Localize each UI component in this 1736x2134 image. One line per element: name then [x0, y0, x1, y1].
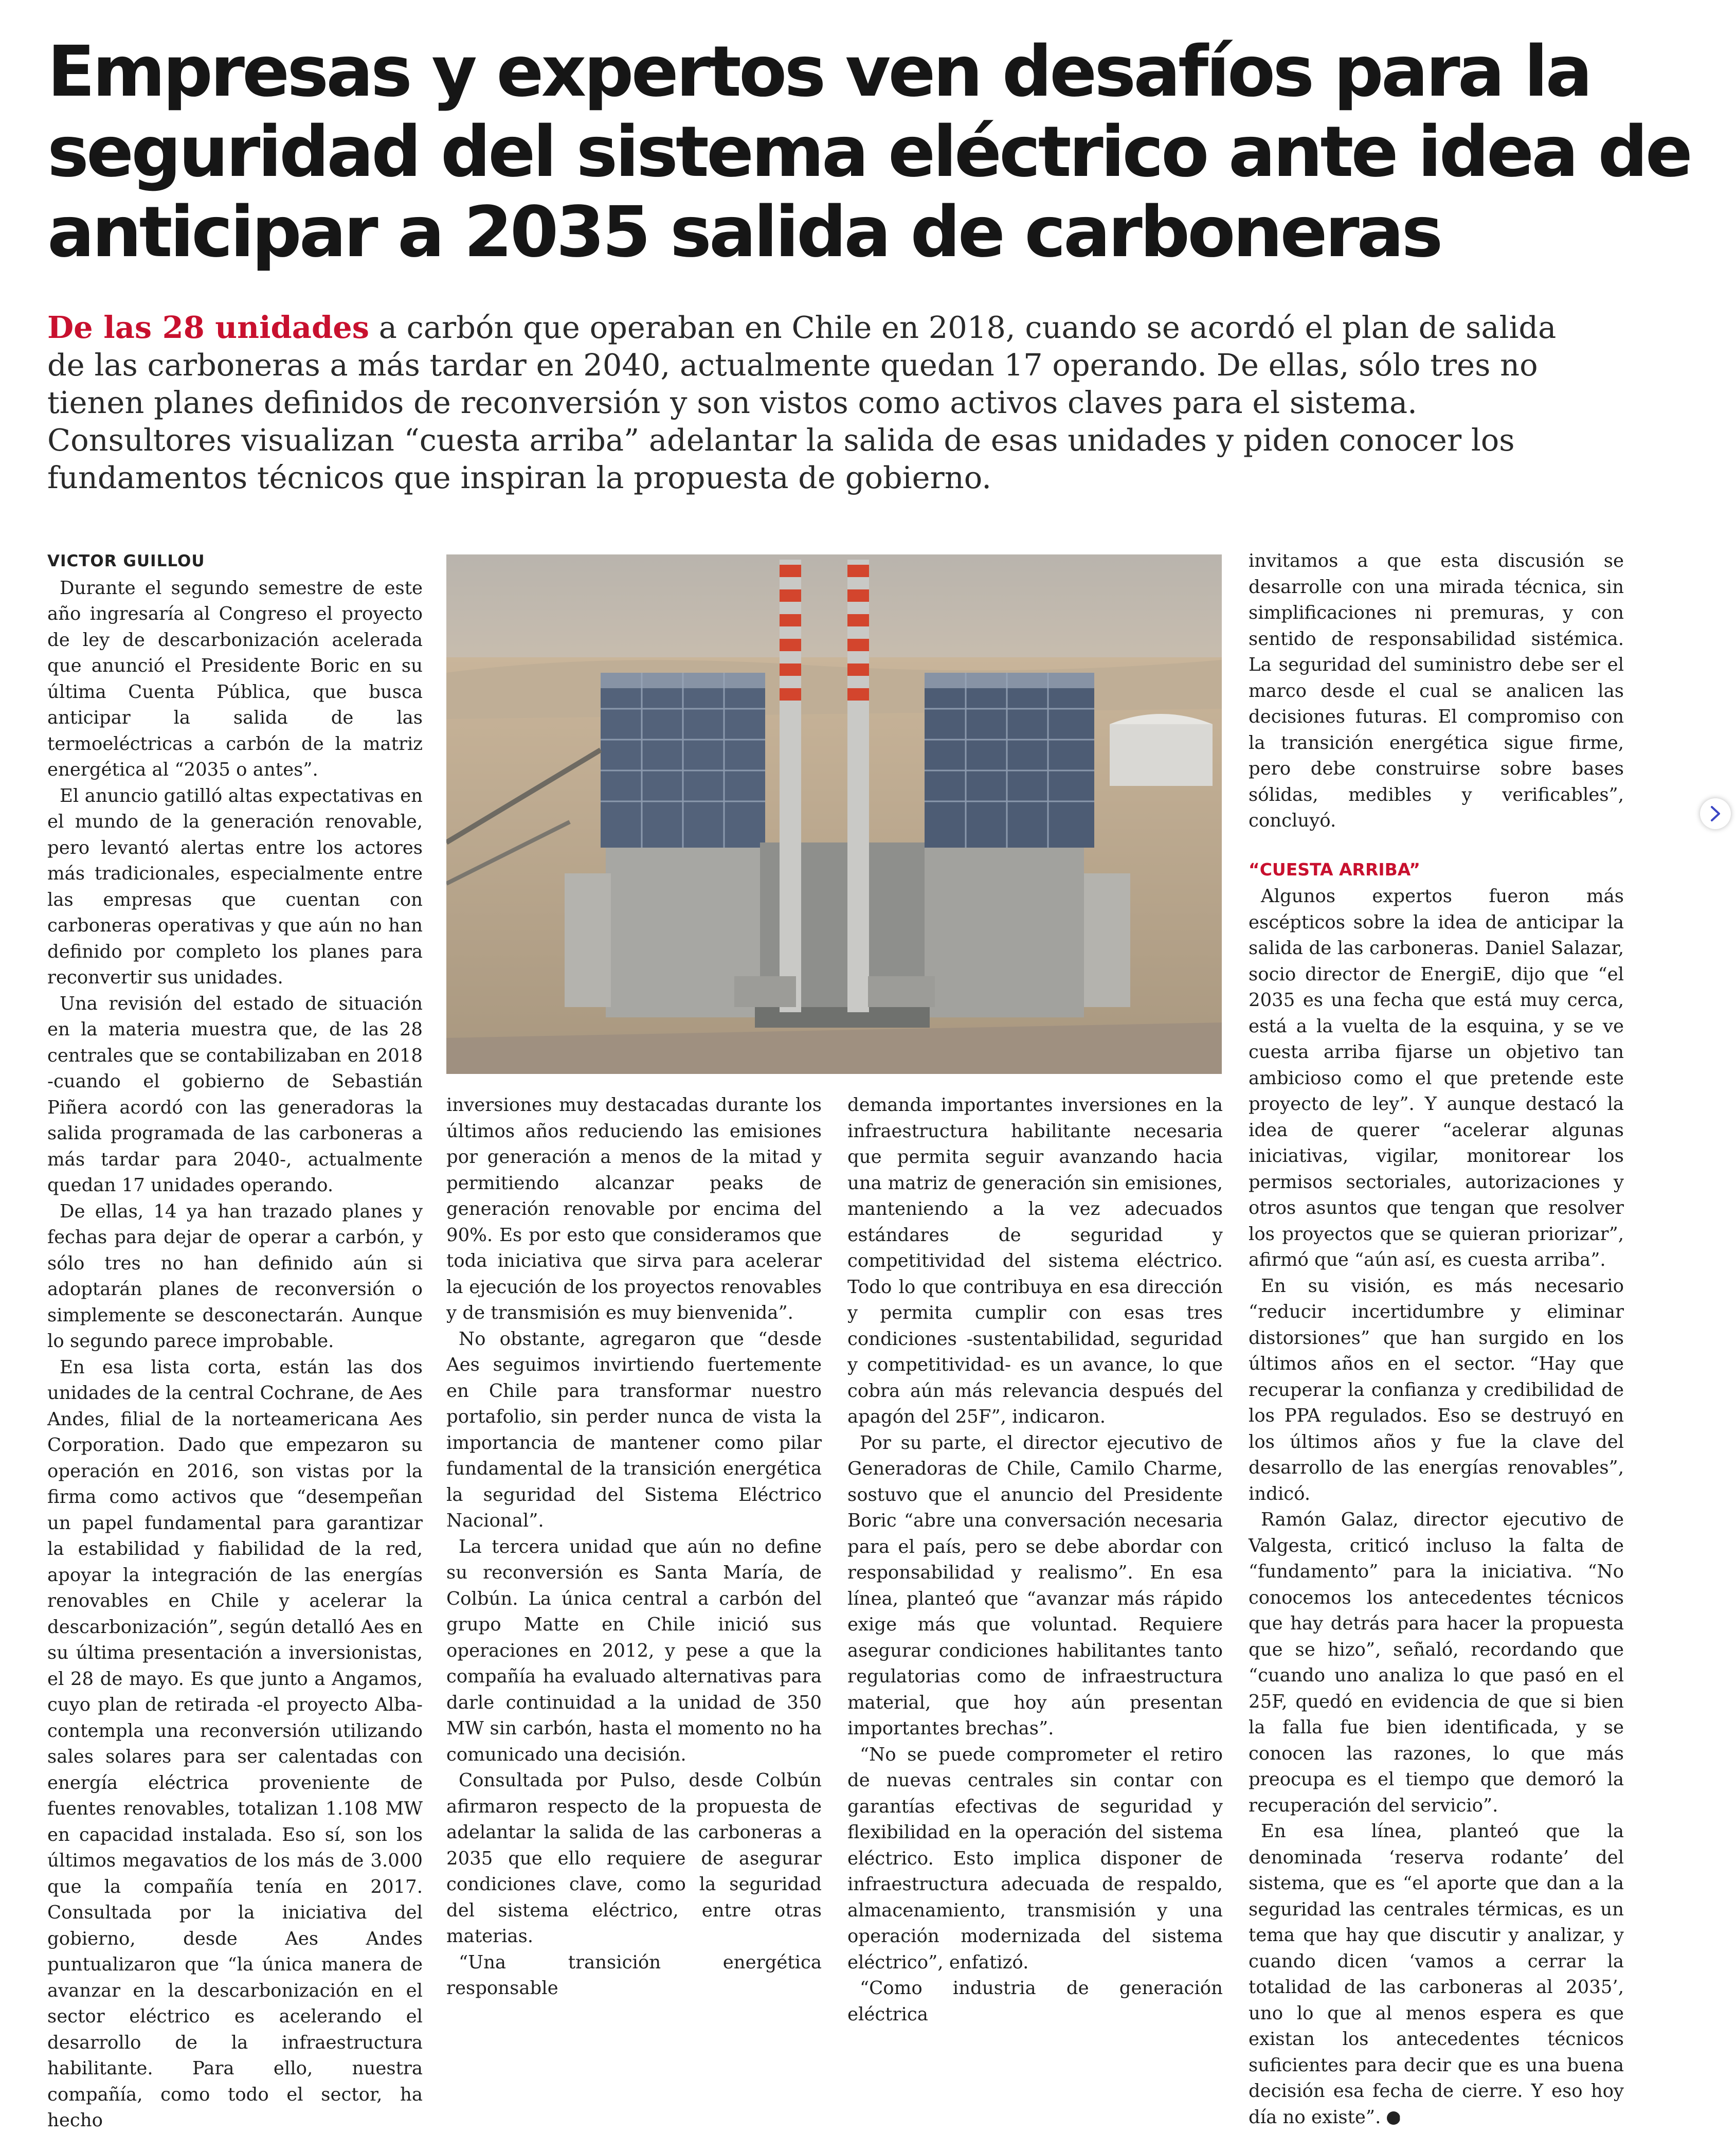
section-subhead: “CUESTA ARRIBA”	[1249, 859, 1420, 880]
paragraph: En esa lista corta, están las dos unidades de la central Cochrane, de Aes Andes, filial de la norteamericana Aes Corporation. Dado que empezaron su operación en 2016, son vistas por la firma como activos que “desempeñan un papel fundamental para garantizar la estabilidad y fiabilidad de la red, apoyar la integración de las energías renovables en Chile y acelerar la descarbonización”, según detalló Aes en su última presentación a inversionistas, el 28 de mayo. Es que junto a Angamos, cuyo plan de retirada -el proyecto Alba- contempla una reconversión utilizando sales solares para ser calentadas con energía eléctrica proveniente de fuentes renovables, totalizan 1.108 MW en capacidad instalada. Eso sí, son los últimos megavatios de los más de 3.000 que la compañía tenía en 2017. Consultada por la iniciativa del gobierno, desde Aes Andes puntualizaron que “la única manera de avanzar en la descarbonización en el sector eléctrico es acelerando el desarrollo de la infraestructura habilitante. Para ello, nuestra compañía, como todo el sector, ha hecho	[47, 1356, 423, 2131]
article-column-3	[847, 1092, 1223, 2028]
headline-line: seguridad del sistema eléctrico ante idea de	[47, 112, 1690, 193]
power-plant-photo	[446, 554, 1222, 1074]
paragraph-last	[1249, 1819, 1624, 2130]
article-column-2	[446, 1092, 822, 2002]
lead-paragraph	[47, 309, 1600, 496]
power-plant-illustration	[446, 554, 1222, 1074]
paragraph: Durante el segundo semestre de este año ingresaría al Congreso el proyecto de ley de descarbonización acelerada que anunció el Presidente Boric en su última Cuenta Pública, que busca anticipar la salida de las termoeléctricas a carbón de la matriz energética al “2035 o antes”.	[47, 577, 423, 780]
paragraph: No obstante, agregaron que “desde Aes seguimos invirtiendo fuertemente en Chile para transformar nuestro portafolio, sin perder nunca de vista la importancia de mantener como pilar fundamental de la transición energética la seguridad del Sistema Eléctrico Nacional”.	[446, 1328, 822, 1531]
paragraph: “No se puede comprometer el retiro de nuevas centrales sin contar con garantías efectivas de seguridad y flexibilidad en la operación del sistema eléctrico. Esto implica disponer de infraestructura adecuada de respaldo, almacenamiento, transmisión y una operación modernizada del sistema eléctrico”, enfatizó.	[847, 1744, 1223, 1973]
next-page-button[interactable]	[1700, 798, 1731, 829]
paragraph: “Como industria de generación eléctrica	[847, 1978, 1223, 2025]
headline-line: Empresas y expertos ven desafíos para la	[47, 31, 1590, 113]
chevron-right-icon	[1709, 805, 1722, 822]
paragraph: Consultada por Pulso, desde Colbún afirmaron respecto de la propuesta de adelantar la salida de las carboneras a 2035 que ello requiere de asegurar condiciones clave, como la seguridad del sistema eléctrico, entre otras materias.	[446, 1770, 822, 1947]
paragraph: Algunos expertos fueron más escépticos sobre la idea de anticipar la salida de las carboneras. Daniel Salazar, socio director de EnergiE, dijo que “el 2035 es una fecha que está muy cerca, está a la vuelta de la esquina, y se ve cuesta arriba fijarse un objetivo tan ambicioso como el que pretende este proyecto de ley”. Y aunque destacó la idea de querer “acelerar algunas iniciativas, vigilar, monitorear los permisos sectoriales, autorizaciones y otros asuntos que tengan que resolver los proyectos que se quieran priorizar”, afirmó que “aún así, es cuesta arriba”.	[1249, 886, 1624, 1270]
paragraph: En su visión, es más necesario “reducir incertidumbre y eliminar distorsiones” que han surgido en los últimos años en el sector. “Hay que recuperar la confianza y credibilidad de los PPA regulados. Eso se destruyó en los últimos años y fue la clave del desarrollo de las energías renovables”, indicó.	[1249, 1275, 1624, 1504]
paragraph: La tercera unidad que aún no define su reconversión es Santa María, de Colbún. La única central a carbón del grupo Matte en Chile inició sus operaciones en 2012, y pese a que la compañía ha evaluado alternativas para darle continuidad a la unidad de 350 MW sin carbón, hasta el momento no ha comunicado una decisión.	[446, 1536, 822, 1765]
paragraph: El anuncio gatilló altas expectativas en el mundo de la generación renovable, pero levantó alertas entre los actores más tradicionales, especialmente entre las empresas que cuentan con carboneras operativas y que aún no han definido por completo los planes para reconvertir sus unidades.	[47, 785, 423, 988]
headline-line: anticipar a 2035 salida de carboneras	[47, 192, 1441, 273]
paragraph-text: En esa línea, planteó que la denominada ‘reserva rodante’ del sistema, que es “el aporte que dan a la seguridad las centrales térmicas, es un tema que hay que discutir y analizar, y cuando dicen ‘vamos a cerrar la totalidad de las carboneras al 2035’, uno lo que al menos espera es que existan los antecedentes técnicos suficientes para decir que es una buena decisión esa fecha de cierre. Y eso hoy día no existe”.	[1249, 1821, 1624, 2128]
paragraph: demanda importantes inversiones en la infraestructura habilitante necesaria que permita seguir avanzando hacia una matriz de generación sin emisiones, manteniendo a la vez adecuados estándares de seguridad y competitividad del sistema eléctrico. Todo lo que contribuya en esa dirección y permita cumplir con esas tres condiciones -sustentabilidad, seguridad y competitividad- es un avance, lo que cobra aún más relevancia después del apagón del 25F”, indicaron.	[847, 1095, 1223, 1427]
paragraph: Ramón Galaz, director ejecutivo de Valgesta, criticó incluso la falta de “fundamento” para la iniciativa. “No conocemos los antecedentes técnicos que hay detrás para hacer la propuesta que se hizo”, señaló, recordando que “cuando uno analiza lo que pasó en el 25F, quedó en evidencia de que si bien la falla fue bien identificada, y se conocen las razones, lo que más preocupa es el tiempo que demoró la recuperación del servicio”.	[1249, 1509, 1624, 1816]
paragraph: “Una transición energética responsable	[446, 1951, 822, 1999]
paragraph: De ellas, 14 ya han trazado planes y fechas para dejar de operar a carbón, y sólo tres no han definido aún si adoptarán planes de reconversión o simplemente se desconectarán. Aunque lo segundo parece improbable.	[47, 1200, 423, 1352]
lead-highlight: De las 28 unidades	[47, 310, 369, 345]
byline: VICTOR GUILLOU	[47, 552, 205, 570]
headline	[47, 31, 1690, 273]
paragraph: Una revisión del estado de situación en la materia muestra que, de las 28 centrales que se contabilizaban en 2018 -cuando el gobierno de Sebastián Piñera acordó con las generadoras la salida programada de las carboneras a más tardar para 2040-, actualmente quedan 17 unidades operando.	[47, 993, 423, 1196]
paragraph: inversiones muy destacadas durante los últimos años reduciendo las emisiones por generación a menos de la mitad y permitiendo alcanzar peaks de generación renovable por encima del 90%. Es por esto que consideramos que toda iniciativa que sirva para acelerar la ejecución de los proyectos renovables y de transmisión es muy bienvenida”.	[446, 1095, 822, 1323]
article-column-1	[47, 548, 423, 2134]
lead-text: a carbón que operaban en Chile en 2018, cuando se acordó el plan de salida de las carboneras a más tardar en 2040, actualmente quedan 17 operando. De ellas, sólo tres no tienen planes definidos de reconversión y son vistos como activos claves para el sistema. Consultores visualizan “cuesta arriba” adelantar la salida de esas unidades y piden conocer los fundamentos técnicos que inspiran la propuesta de gobierno.	[47, 310, 1557, 495]
paragraph: invitamos a que esta discusión se desarrolle con una mirada técnica, sin simplificaciones ni premuras, y con sentido de responsabilidad sistémica. La seguridad del suministro debe ser el marco desde el cual se analicen las decisiones futuras. El compromiso con la transición energética sigue firme, pero debe construirse sobre bases sólidas, medibles y verificables”, concluyó.	[1249, 550, 1624, 831]
article-column-4	[1249, 548, 1624, 2130]
paragraph: Por su parte, el director ejecutivo de Generadoras de Chile, Camilo Charme, sostuvo que el anuncio del Presidente Boric “abre una conversación necesaria para el país, pero se debe abordar con responsabilidad y realismo”. En esa línea, planteó que “avanzar más rápido exige más que voluntad. Requiere asegurar condiciones habilitantes tanto regulatorias como de infraestructura material, que hoy aún presentan importantes brechas”.	[847, 1432, 1223, 1739]
end-mark-icon: P	[1387, 2111, 1400, 2125]
